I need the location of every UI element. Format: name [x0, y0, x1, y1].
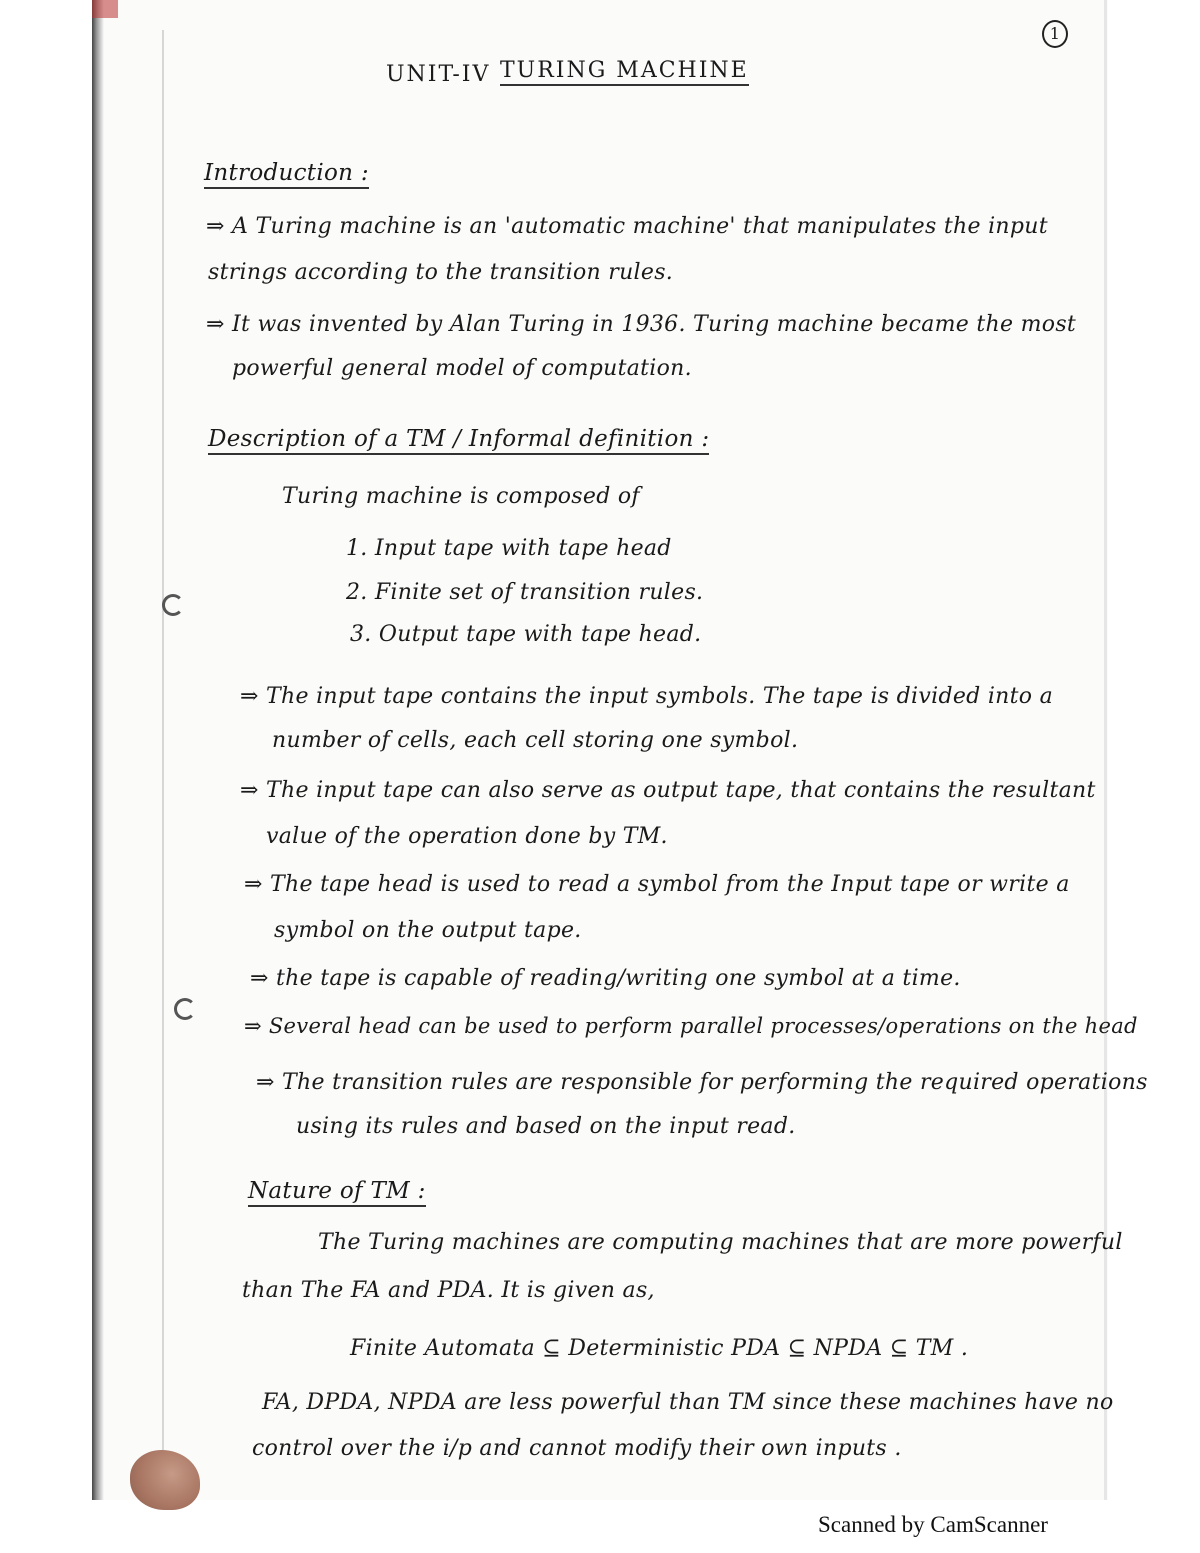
- text-line: Finite Automata ⊆ Deterministic PDA ⊆ NPDA ⊆ TM .: [350, 1336, 969, 1361]
- nature-heading: Nature of TM :: [248, 1178, 426, 1207]
- text-line: Turing machine is composed of: [282, 484, 640, 509]
- text-line: value of the operation done by TM.: [266, 824, 668, 849]
- list-item: 2. Finite set of transition rules.: [346, 580, 704, 605]
- text-line: powerful general model of computation.: [232, 356, 692, 381]
- margin-line: [162, 30, 164, 1490]
- unit-label: UNIT-IV: [386, 62, 491, 87]
- text-line: ⇒ A Turing machine is an 'automatic machine' that manipulates the input: [206, 214, 1048, 239]
- text-line: ⇒ It was invented by Alan Turing in 1936. Turing machine became the most: [206, 312, 1077, 337]
- binder-ring-icon: [162, 594, 184, 616]
- text-line: ⇒ the tape is capable of reading/writing one symbol at a time.: [250, 966, 961, 991]
- text-line: using its rules and based on the input read.: [296, 1114, 796, 1139]
- text-line: FA, DPDA, NPDA are less powerful than TM since these machines have no: [262, 1390, 1114, 1415]
- text-line: than The FA and PDA. It is given as,: [242, 1278, 655, 1303]
- description-heading: Description of a TM / Informal definition :: [208, 426, 709, 455]
- list-item: 1. Input tape with tape head: [346, 536, 672, 561]
- introduction-heading: Introduction :: [204, 160, 369, 189]
- list-item: 3. Output tape with tape head.: [350, 622, 702, 647]
- text-line: ⇒ The input tape contains the input symbols. The tape is divided into a: [240, 684, 1054, 709]
- text-line: ⇒ Several head can be used to perform parallel processes/operations on the head: [244, 1014, 1138, 1038]
- text-line: number of cells, each cell storing one symbol.: [272, 728, 799, 753]
- text-line: symbol on the output tape.: [274, 918, 582, 943]
- text-line: The Turing machines are computing machines that are more powerful: [318, 1230, 1123, 1255]
- page-corner-mark: [92, 0, 118, 18]
- text-line: ⇒ The input tape can also serve as output tape, that contains the resultant: [240, 778, 1096, 803]
- text-line: control over the i/p and cannot modify their own inputs .: [252, 1436, 902, 1461]
- page-number: 1: [1042, 20, 1068, 48]
- page-right-edge: [1104, 0, 1107, 1500]
- text-line: ⇒ The transition rules are responsible for performing the required operations: [256, 1070, 1148, 1095]
- text-line: strings according to the transition rules.: [208, 260, 674, 285]
- page-edge-shadow: [92, 0, 104, 1500]
- scanner-watermark: Scanned by CamScanner: [818, 1512, 1048, 1537]
- binder-ring-icon: [174, 998, 196, 1020]
- page-title: TURING MACHINE: [500, 58, 749, 86]
- text-line: ⇒ The tape head is used to read a symbol from the Input tape or write a: [244, 872, 1070, 897]
